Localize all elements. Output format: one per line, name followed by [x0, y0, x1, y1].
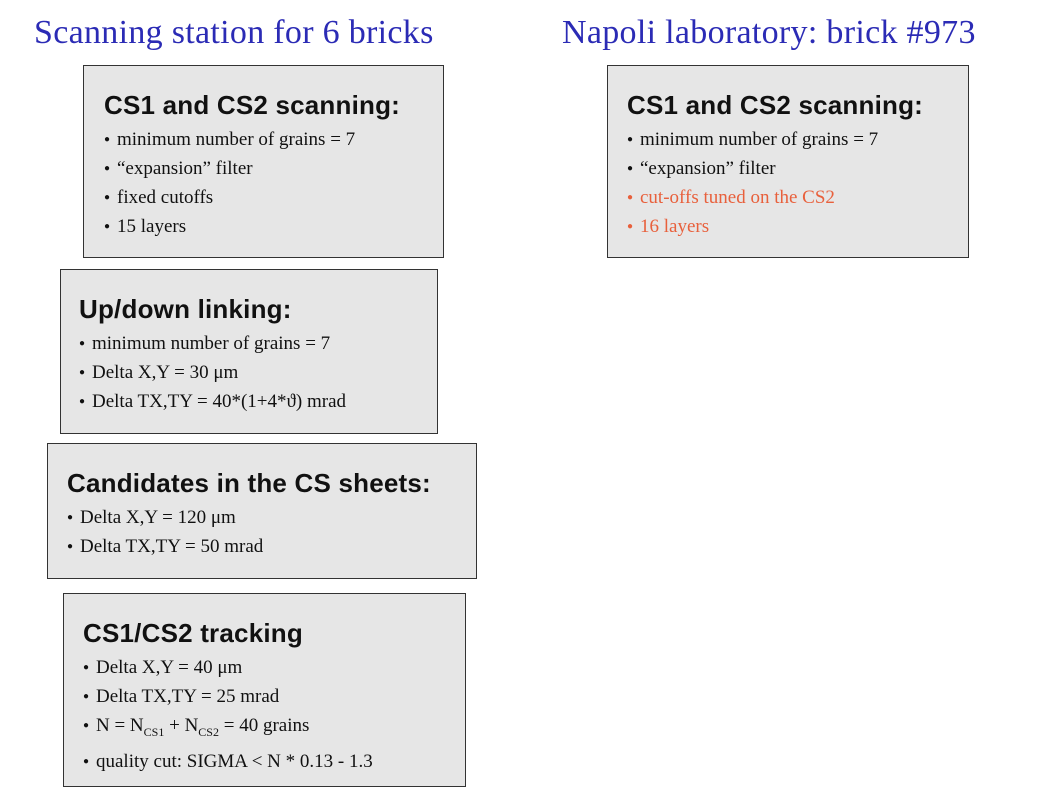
bullet-icon: ● [79, 367, 86, 378]
bullet-icon: ● [627, 221, 634, 232]
list-item: ● minimum number of grains = 7 [104, 125, 443, 154]
tracking-box [63, 593, 466, 787]
bullet-icon: ● [104, 221, 111, 232]
list-item: ● Delta TX,TY = 40*(1+4*ϑ) mrad [79, 387, 437, 416]
list-item-highlighted: ● 16 layers [627, 212, 968, 241]
candidates-list [67, 503, 476, 561]
cs-scanning-list-right [627, 125, 968, 241]
bullet-icon: ● [627, 134, 634, 145]
list-item: ● Delta TX,TY = 50 mrad [67, 532, 476, 561]
bullet-icon: ● [83, 720, 90, 731]
bullet-icon: ● [627, 163, 634, 174]
updown-linking-heading: Up/down linking: [79, 294, 292, 324]
list-item: ● 15 layers [104, 212, 443, 241]
cs-scanning-heading-right: CS1 and CS2 scanning: [627, 90, 924, 120]
right-title: Napoli laboratory: brick #973 [562, 14, 976, 51]
bullet-icon: ● [67, 512, 74, 523]
bullet-icon: ● [104, 163, 111, 174]
list-item: ● “expansion” filter [627, 154, 968, 183]
list-item: ● Delta TX,TY = 25 mrad [83, 682, 465, 711]
updown-linking-list [79, 329, 437, 416]
bullet-icon: ● [104, 192, 111, 203]
list-item: ● “expansion” filter [104, 154, 443, 183]
bullet-icon: ● [627, 192, 634, 203]
list-item: ● Delta X,Y = 40 μm [83, 653, 465, 682]
bullet-icon: ● [104, 134, 111, 145]
cs-scanning-heading-left: CS1 and CS2 scanning: [104, 90, 401, 120]
list-item: ● minimum number of grains = 7 [627, 125, 968, 154]
list-item-highlighted: ● cut-offs tuned on the CS2 [627, 183, 968, 212]
cs-scanning-list-left [104, 125, 443, 241]
candidates-box [47, 443, 477, 579]
cs-scanning-box-left [83, 65, 444, 258]
updown-linking-box [60, 269, 438, 434]
list-item: ● Delta X,Y = 120 μm [67, 503, 476, 532]
bullet-icon: ● [79, 338, 86, 349]
bullet-icon: ● [79, 396, 86, 407]
list-item: ● minimum number of grains = 7 [79, 329, 437, 358]
list-item: ● fixed cutoffs [104, 183, 443, 212]
cs-scanning-box-right [607, 65, 969, 258]
tracking-heading: CS1/CS2 tracking [83, 618, 303, 648]
list-item-grains-formula: ● $N = N_{CS1} + N_{CS2} = 40$ grains [83, 711, 465, 747]
bullet-icon: ● [83, 755, 90, 767]
bullet-icon: ● [83, 691, 90, 702]
list-item: ● quality cut: SIGMA < N * 0.13 - 1.3 [83, 747, 465, 776]
bullet-icon: ● [83, 662, 90, 673]
candidates-heading: Candidates in the CS sheets: [67, 468, 431, 498]
tracking-list [83, 653, 465, 776]
left-title: Scanning station for 6 bricks [34, 14, 434, 51]
bullet-icon: ● [67, 541, 74, 552]
list-item: ● Delta X,Y = 30 μm [79, 358, 437, 387]
